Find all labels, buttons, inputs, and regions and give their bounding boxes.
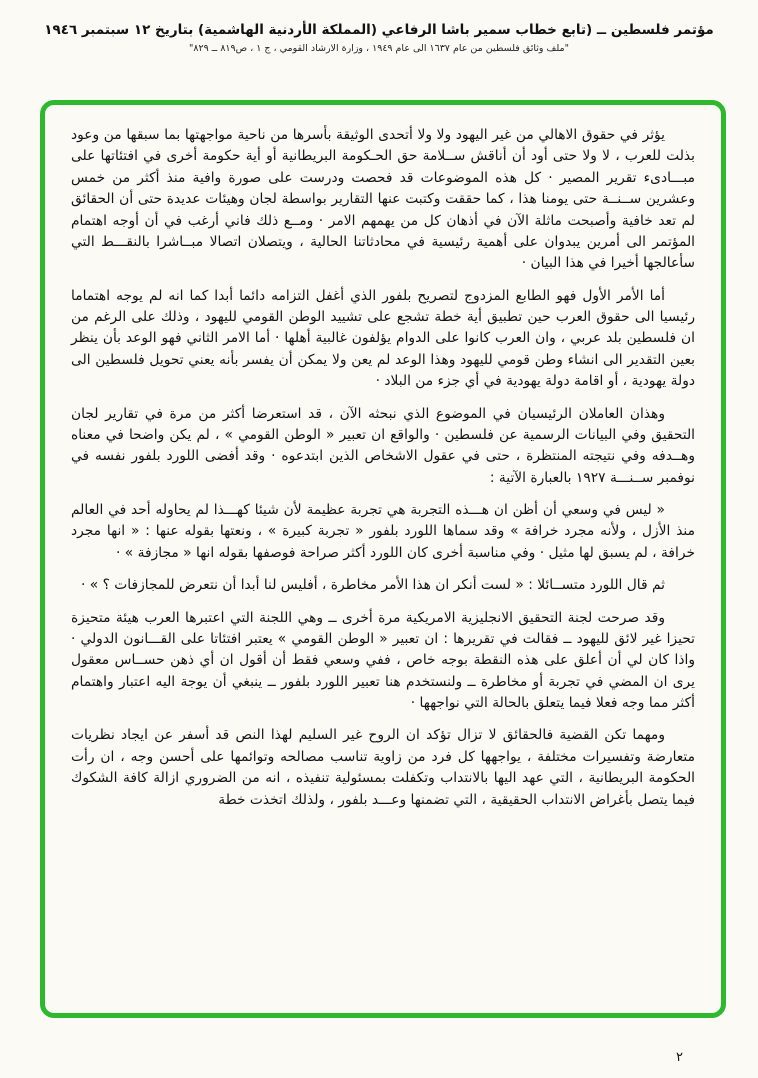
- body-paragraph-4-quote: « ليس في وسعي أن أظن ان هـــذه التجربة هي تجربة عظيمة لأن شيئا كهـــذا لم يحاوله أحد في العالم منذ الأزل ، ولأنه مجرد خرافة » وقد سماها اللورد بلفور « تجربة كبيرة » ، ونعتها بقوله عنها : « انها مجرد خرافة ، لم يسبق لها مثيل · وفي مناسبة أخرى كان اللورد أكثر صراحة فوصفها بقوله انها « مجازفة » ·: [71, 502, 695, 561]
- body-paragraph-2: أما الأمر الأول فهو الطابع المزدوج لتصريح بلفور الذي أغفل التزامه دائما أبدا كما انه لم يوجه اهتماما رئيسيا الى حقوق العرب حين تطبيق أية خطة تشجع على تشييد الوطن القومي لليهود ، وذلك على الرغم من ان فلسطين بلد عربي ، وان العرب كانوا على الدوام يؤلفون غالبية أهلها · أما الامر الثاني فهو الوعد بأن ينظر بعين التقدير الى انشاء وطن قومي لليهود وهذا الوعد لم يعن ولا يمكن أن يفسر بأنه يعني تحويل فلسطين الى دولة يهودية ، أو اقامة دولة يهودية في أي جزء من البلاد ·: [71, 287, 695, 390]
- green-highlight-frame: [40, 100, 726, 1018]
- body-paragraph-1: يؤثر في حقوق الاهالي من غير اليهود ولا ولا أتحدى الوثيقة بأسرها من ناحية مواجهتها بما سبقها من وعود بذلت للعرب ، لا ولا حتى أود أن أناقش ســلامة حق الحـكومة البريطانية أو أية حكومة أخرى في افتئاتها على مبـــادىء تقرير المصير · كل هذه الموضوعات قد فحصت ودرست على صورة وافية منذ أكثر من خمس وعشرين ســنــة حتى يومنا هذا ، كما حققت وكتبت عنها التقارير بواسطة لجان وهيئات عديدة حتى أن الحقائق لم تعد خافية وأصبحت ماثلة الآن في أذهان كل من يهمهم الامر · ومــع ذلك فاني أرغب في أن أوجه اهتمام المؤتمر الى أمرين يبدوان على أهمية رئيسية في محادثاتنا الحالية ، ويتصلان اتصالا مبــاشرا بالنقـــط التي سأعالجها أخيرا في هذا البيان ·: [71, 127, 695, 272]
- body-paragraph-6: وقد صرحت لجنة التحقيق الانجليزية الامريكية مرة أخرى ــ وهي اللجنة التي اعتبرها العرب هيئة متحيزة تحيزا غير لائق لليهود ــ فقالت في تقريرها : ان تعبير « الوطن القومي » يعتبر افتئاتا على القـــانون الدولي · واذا كان لي أن أعلق على هذه النقطة بوجه خاص ، ففي وسعي فقط أن أقول ان أي ذهن حســاس معقول يرى ان المضي في تجربة أو مخاطرة ــ ولنستخدم هنا تعبير اللورد بلفور ــ ينبغي أن يوجة اليه اعتبار واهتمام أكثر مما وجه فعلا فيما يتعلق بالحالة التي نواجهها ·: [71, 609, 695, 711]
- body-paragraph-3: وهذان العاملان الرئيسيان في الموضوع الذي نبحثه الآن ، قد استعرضا أكثر من مرة في تقارير لجان التحقيق وفي البيانات الرسمية عن فلسطين · والواقع ان تعبير « الوطن القومي » ، لم يكن واضحا في معناه وهــدفه وفي نتيجته المنتظرة ، حتى في عقول الاشخاص الذين ابتدعوه · وقد أفضى اللورد بلفور نفسه في نوفمبر ســنـــة ١٩٢٧ بالعبارة الآتية :: [71, 405, 695, 486]
- body-paragraph-5-quote: ثم قال اللورد متســائلا : « لست أنكر ان هذا الأمر مخاطرة ، أفليس لنا أبدا أن نتعرض للمجازفات ؟ » ·: [81, 577, 665, 594]
- body-paragraph-7: ومهما تكن القضية فالحقائق لا تزال تؤكد ان الروح غير السليم لهذا النص قد أسفر عن ايجاد نظريات متعارضة وتفسيرات مختلفة ، يواجهها كل فرد من زاوية تناسب مصالحه وتوائمها على أحسن وجه ، ان رأت الحكومة البريطانية ، التي عهد اليها بالانتداب وتكفلت بمسئولية تنفيذه ، انه من الضروري ازالة كافة الشكوك فيما يتصل بأغراض الانتداب الحقيقية ، التي تضمنها وعـــد بلفور ، ولذلك اتخذت خطة: [71, 727, 695, 808]
- page-header-title: مؤتمر فلسطين ــ (تابع خطاب سمير باشا الرفاعي (المملكة الأردنية الهاشمية) بتاريخ ١٢ سبتمبر ١٩٤٦: [44, 22, 714, 38]
- page-header-source-citation: "ملف وثائق فلسطين من عام ١٦٣٧ الى عام ١٩٤٩ ، وزارة الارشاد القومي ، ج ١ ، ص٨١٩ ــ ٨٢٩": [189, 43, 569, 54]
- page-number: ٢: [676, 1050, 683, 1065]
